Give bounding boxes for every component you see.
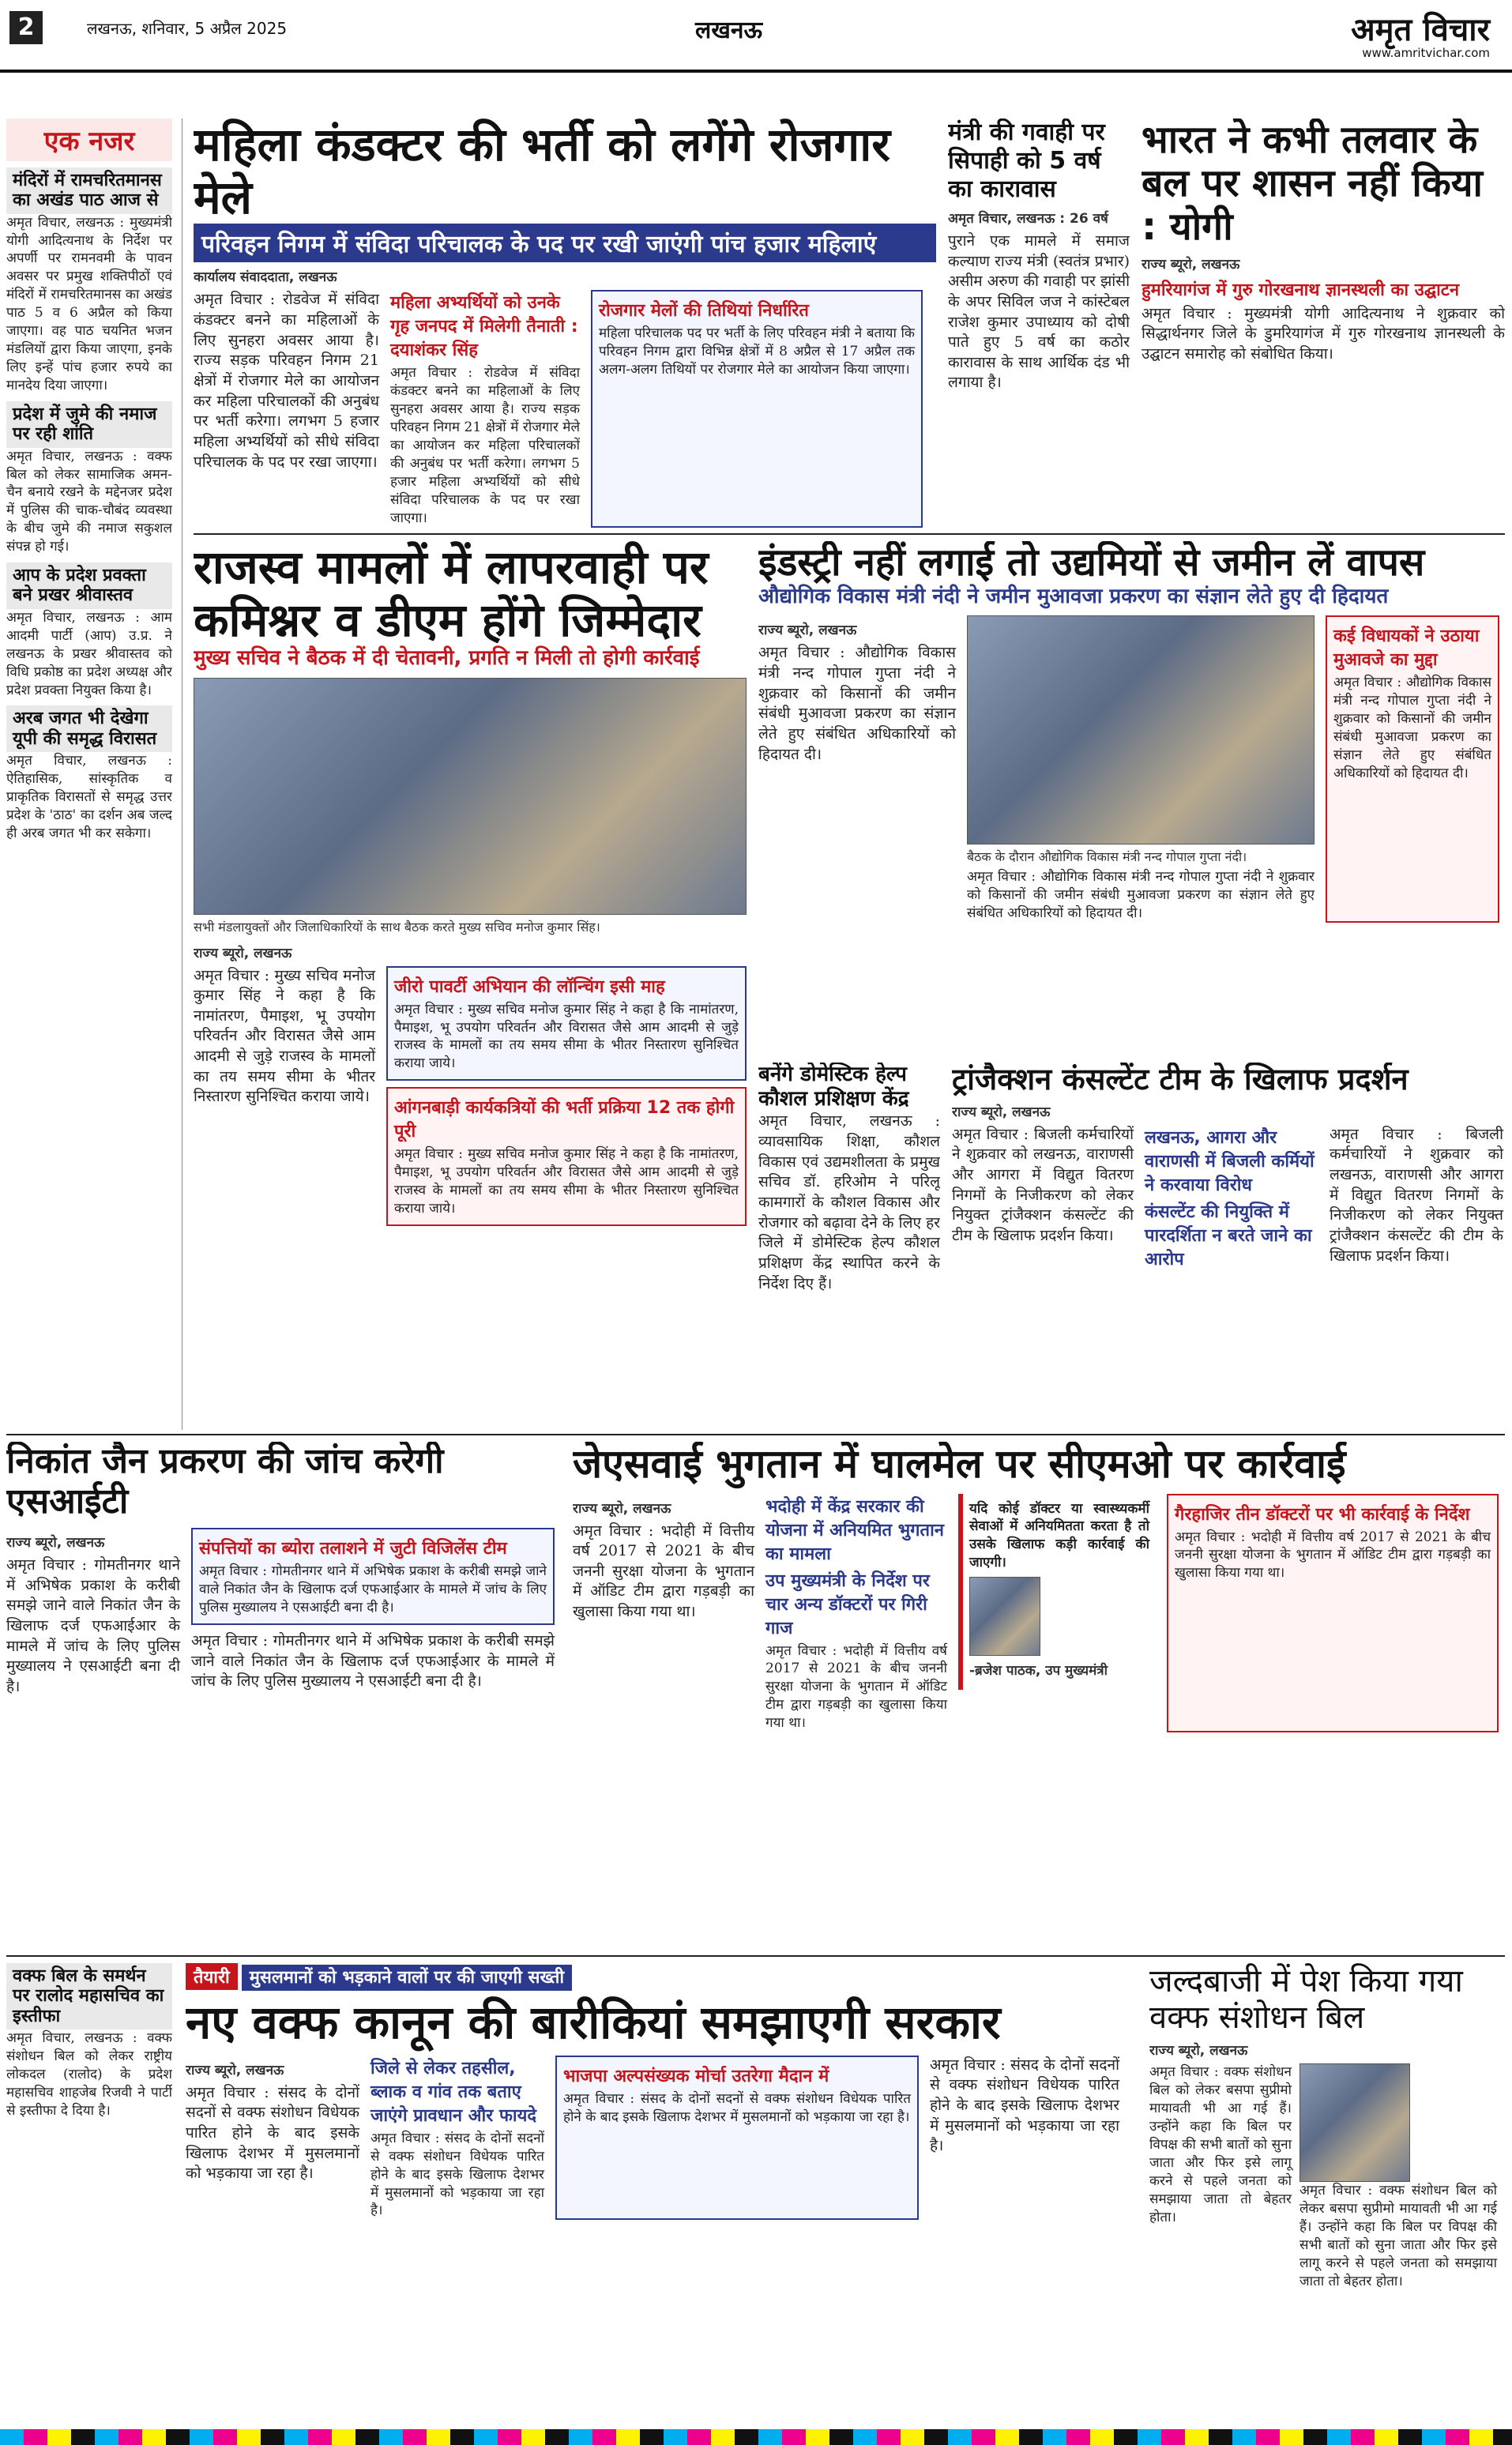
info-box [1167,1494,1499,1733]
story-waqf-law [186,1963,1138,2421]
story-body: अमृत विचार : औद्योगिक विकास मंत्री नन्द गोपाल गुप्ता नंदी ने शुक्रवार को किसानों की जमीन संबंधी मुआवजा प्रकरण का संज्ञान लेते हुए संबंधित अधिकारियों को हिदायत दी। [758,644,956,763]
story-constable-sentence [948,118,1130,529]
sidebar-text: अमृत विचार, लखनऊ : ऐतिहासिक, सांस्कृतिक व प्राकृतिक विरासतों से समृद्ध उत्तर प्रदेश के 'ठाठ' का दर्शन अब जल्द ही अरब जगत भी कर सकेगा। [6,753,172,841]
byline: राज्य ब्यूरो, लखनऊ [758,623,857,639]
header-rule [0,70,1512,73]
info-box [191,1528,555,1625]
headline[interactable]: भारत ने कभी तलवार के बल पर शासन नहीं किया : योगी [1142,118,1483,250]
box-title: महिला अभ्यर्थियों को उनके गृह जनपद में मिलेगी तैनाती : दयाशंकर सिंह [390,293,578,361]
story-mayawati-waqf [1149,1963,1505,2421]
byline: कार्यालय संवाददाता, लखनऊ [194,269,337,286]
story-tag: कंसल्टेंट की नियुक्ति में पारदर्शिता न बरते जाने का आरोप [1145,1202,1312,1270]
box-title: संपत्तियों का ब्योरा तलाशने में जुटी विजिलेंस टीम [199,1539,507,1559]
section-rule [6,1434,1505,1435]
byline: राज्य ब्यूरो, लखनऊ [194,945,292,961]
portrait-photo [1299,2063,1410,2182]
headline[interactable]: बनेंगे डोमेस्टिक हेल्प कौशल प्रशिक्षण केंद्र [758,1063,909,1112]
box-title: गैरहाजिर तीन डॉक्टरों पर भी कार्रवाई के निर्देश [1175,1504,1470,1525]
sidebar-headline[interactable]: अरब जगत भी देखेगा यूपी की समृद्ध विरासत [6,705,172,752]
story-nikant-jain-sit [6,1442,559,1947]
portrait-photo [969,1577,1040,1656]
story-body: अमृत विचार : मुख्य सचिव मनोज कुमार सिंह ने कहा है कि नामांतरण, पैमाइश, भू उपयोग परिवर्तन और विरासत जैसे आम आदमी से जुड़े राजस्व के मामलों का तय समय सीमा के भीतर निस्तारण सुनिश्चित कराया जाये। [194,966,375,1106]
box-body: अमृत विचार : मुख्य सचिव मनोज कुमार सिंह ने कहा है कि नामांतरण, पैमाइश, भू उपयोग परिवर्तन और विरासत जैसे आम आदमी से जुड़े राजस्व के मामलों का तय समय सीमा के भीतर निस्तारण सुनिश्चित कराया जाये। [394,1001,739,1072]
headline[interactable]: इंडस्ट्री नहीं लगाई तो उद्यमियों से जमीन लें वापस [758,541,1425,585]
story-transaction-consultant [952,1063,1505,1426]
story-tag: उप मुख्यमंत्री के निर्देश पर चार अन्य डॉक्टरों पर गिरी गाज [765,1570,930,1638]
story-rld-resignation [6,1963,172,2421]
story-body: अमृत विचार : औद्योगिक विकास मंत्री नन्द गोपाल गुप्ता नंदी ने शुक्रवार को किसानों की जमीन संबंधी मुआवजा प्रकरण का संज्ञान लेते हुए संबंधित अधिकारियों को हिदायत दी। [967,869,1315,922]
story-tag: लखनऊ, आगरा और वाराणसी में बिजली कर्मियों ने करवाया विरोध [1145,1127,1315,1195]
box-title: रोजगार मेलों की तिथियां निर्धारित [599,301,809,322]
box-body: अमृत विचार : गोमतीनगर थाने में अभिषेक प्रकाश के करीबी समझे जाने वाले निकांत जैन के खिलाफ दर्ज एफआईआर के मामले में जांच के लिए पुलिस मुख्यालय ने एसआईटी बना दी है। [199,1563,547,1616]
info-box [591,290,923,527]
story-body: अमृत विचार : गोमतीनगर थाने में अभिषेक प्रकाश के करीबी समझे जाने वाले निकांत जैन के खिलाफ दर्ज एफआईआर के मामले में जांच के लिए पुलिस मुख्यालय ने एसआईटी बना दी है। [191,1632,555,1691]
byline: राज्य ब्यूरो, लखनऊ [186,2062,284,2078]
story-industry-land [758,541,1505,1055]
story-tag: भदोही में केंद्र सरकार की योजना में अनियमित भुगतान का मामला [765,1496,944,1564]
brand-logo: अमृत विचार [1351,11,1490,48]
headline[interactable]: निकांत जैन प्रकरण की जांच करेगी एसआईटी [6,1442,444,1522]
byline: अमृत विचार, लखनऊ : 26 वर्ष [948,211,1108,227]
story-body: अमृत विचार : रोडवेज में संविदा कंडक्टर बनने का महिलाओं के लिए सुनहरा अवसर आया है। राज्य सड़क परिवहन निगम 21 क्षेत्रों में रोजगार मेले का आयोजन कर महिला परिचालकों की अनुबंध पर भर्ती करेगा। लगभग 5 हजार महिला अभ्यर्थियों को सीधे संविदा परिचालक के पद पर रखा जाएगा। [194,291,379,471]
info-box [555,2056,919,2221]
box-title: आंगनबाड़ी कार्यकत्रियों की भर्ती प्रक्रिया 12 तक होगी पूरी [394,1098,735,1142]
color-registration-bar [0,2429,1512,2445]
subheadline: मुख्य सचिव ने बैठक में दी चेतावनी, प्रगति न मिली तो होगी कार्रवाई [194,646,700,671]
info-box [386,966,747,1081]
story-jsy-payment [573,1442,1505,1947]
story-body: अमृत विचार : भदोही में वित्तीय वर्ष 2017 से 2021 के बीच जननी सुरक्षा योजना के भुगतान में ऑडिट टीम द्वारा गड़बड़ी का खुलासा किया गया था। [573,1522,754,1621]
box-title: जीरो पावर्टी अभियान की लॉन्चिंग इसी माह [394,976,665,997]
story-body: अमृत विचार, लखनऊ : व्यावसायिक शिक्षा, कौशल विकास एवं उद्यमशीलता के प्रमुख सचिव डॉ. हरिओम ने परिलू कामगारों के कौशल विकास और रोजगार को बढ़ावा देने के लिए हर जिले में डोमेस्टिक हेल्प कौशल प्रशिक्षण केंद्र स्थापित करने के निर्देश दिए हैं। [758,1112,940,1292]
story-body: अमृत विचार, लखनऊ : वक्फ संशोधन बिल को लेकर राष्ट्रीय लोकदल (रालोद) के प्रदेश महासचिव शाहजेब रिजवी ने पार्टी से इस्तीफा दे दिया है। [6,2029,172,2119]
byline: राज्य ब्यूरो, लखनऊ [1149,2043,1248,2059]
story-revenue-cases [194,541,747,1426]
box-body: महिला परिचालक पद पर भर्ती के लिए परिवहन मंत्री ने बताया कि परिवहन निगम द्वारा विभिन्न क्षेत्रों में 8 अप्रैल से 17 अप्रैल तक अलग-अलग तिथियों पर रोजगार मेले का आयोजन किया जाएगा। [599,325,915,378]
headline[interactable]: वक्फ बिल के समर्थन पर रालोद महासचिव का इस्तीफा [6,1963,172,2029]
sidebar-text: अमृत विचार, लखनऊ : आम आदमी पार्टी (आप) उ.प्र. ने लखनऊ के प्रखर श्रीवास्तव को विधि प्रकोष्ठ का प्रदेश अध्यक्ष और प्रदेश प्रवक्ता नियुक्त किया है। [6,609,172,698]
box-body: अमृत विचार : भदोही में वित्तीय वर्ष 2017 से 2021 के बीच जननी सुरक्षा योजना के भुगतान में ऑडिट टीम द्वारा गड़बड़ी का खुलासा किया गया था। [1175,1529,1491,1582]
box-body: अमृत विचार : मुख्य सचिव मनोज कुमार सिंह ने कहा है कि नामांतरण, पैमाइश, भू उपयोग परिवर्तन और विरासत जैसे आम आदमी से जुड़े राजस्व के मामलों का तय समय सीमा के भीतर निस्तारण सुनिश्चित कराया जाये। [394,1146,739,1217]
subheadline: औद्योगिक विकास मंत्री नंदी ने जमीन मुआवजा प्रकरण का संज्ञान लेते हुए दी हिदायत [758,585,1389,609]
info-box [386,1087,747,1226]
byline: राज्य ब्यूरो, लखनऊ [1142,256,1240,273]
section-rule [194,533,1505,535]
story-domestic-help [758,1063,940,1426]
story-body: अमृत विचार : बिजली कर्मचारियों ने शुक्रवार को लखनऊ, वाराणसी और आगरा में विद्युत वितरण निगमों के निजीकरण को लेकर नियुक्त ट्रांजैक्शन कंसल्टेंट की टीम के खिलाफ प्रदर्शन किया। [952,1125,1134,1244]
story-tag: हुमरियागंज में गुरु गोरखनाथ ज्ञानस्थली का उद्घाटन [1142,280,1460,300]
dateline: लखनऊ, शनिवार, 5 अप्रैल 2025 [87,19,288,38]
subheadline: परिवहन निगम में संविदा परिचालक के पद पर रखी जाएंगी पांच हजार महिलाएं [194,224,936,262]
story-body: अमृत विचार : रोडवेज में संविदा कंडक्टर बनने का महिलाओं के लिए सुनहरा अवसर आया है। राज्य सड़क परिवहन निगम 21 क्षेत्रों में रोजगार मेले का आयोजन कर महिला परिचालकों की अनुबंध पर भर्ती करेगा। लगभग 5 हजार महिला अभ्यर्थियों को सीधे संविदा परिचालक के पद पर रखा जाएगा। [390,365,580,526]
headline[interactable]: ट्रांजैक्शन कंसल्टेंट टीम के खिलाफ प्रदर्शन [952,1063,1409,1096]
sidebar-headline[interactable]: आप के प्रदेश प्रवक्ता बने प्रखर श्रीवास्तव [6,562,172,609]
brand-url[interactable]: www.amritvichar.com [1362,46,1490,60]
box-body: अमृत विचार : औद्योगिक विकास मंत्री नन्द गोपाल गुप्ता नंदी ने शुक्रवार को किसानों की जमीन संबंधी मुआवजा प्रकरण का संज्ञान लेते हुए संबंधित अधिकारियों को हिदायत दी। [1333,675,1491,782]
headline[interactable]: राजस्व मामलों में लापरवाही पर कमिश्नर व डीएम होंगे जिम्मेदार [194,541,709,647]
section-rule [6,1955,1505,1957]
story-body: अमृत विचार : भदोही में वित्तीय वर्ष 2017 से 2021 के बीच जननी सुरक्षा योजना के भुगतान में ऑडिट टीम द्वारा गड़बड़ी का खुलासा किया गया था। [765,1642,947,1732]
minister-meeting-photo [967,615,1315,844]
story-women-conductor [194,118,936,529]
story-body: अमृत विचार : गोमतीनगर थाने में अभिषेक प्रकाश के करीबी समझे जाने वाले निकांत जैन के खिलाफ दर्ज एफआईआर के मामले में जांच के लिए पुलिस मुख्यालय ने एसआईटी बना दी है। [6,1556,180,1696]
byline: राज्य ब्यूरो, लखनऊ [952,1104,1051,1120]
quote-attribution: -ब्रजेश पाठक, उप मुख्यमंत्री [969,1663,1108,1680]
section-city: लखनऊ [695,17,763,44]
quote-text: यदि कोई डॉक्टर या स्वास्थ्यकर्मी सेवाओं में अनियमितता करता है तो उसके खिलाफ कड़ी कार्रवाई की जाएगी। [969,1500,1149,1571]
kicker: तैयारी [186,1963,238,1990]
photo-caption: सभी मंडलायुक्तों और जिलाधिकारियों के साथ बैठक करते मुख्य सचिव मनोज कुमार सिंह। [194,919,600,935]
sidebar-title: एक नजर [6,118,172,161]
story-body: अमृत विचार : संसद के दोनों सदनों से वक्फ संशोधन विधेयक पारित होने के बाद इसके खिलाफ देशभर में मुसलमानों को भड़काया जा रहा है। [370,2130,544,2219]
story-body: पुराने एक मामले में समाज कल्याण राज्य मंत्री (स्वतंत्र प्रभार) असीम अरुण की गवाही पर झांसी के अपर सिविल जज ने कांस्टेबल राजेश कुमार उपाध्याय को दोषी पाते हुए 5 वर्ष का कठोर कारावास के साथ आर्थिक दंड भी लगाया है। [948,232,1130,392]
headline[interactable]: महिला कंडक्टर की भर्ती को लगेंगे रोजगार मेले [194,118,890,224]
side-box [1326,615,1499,923]
story-body: अमृत विचार : संसद के दोनों सदनों से वक्फ संशोधन विधेयक पारित होने के बाद इसके खिलाफ देशभर में मुसलमानों को भड़काया जा रहा है। [930,2056,1119,2155]
box-title: भाजपा अल्पसंख्यक मोर्चा उतरेगा मैदान में [563,2066,829,2086]
story-body: अमृत विचार : वक्फ संशोधन बिल को लेकर बसपा सुप्रीमो मायावती भी आ गई हैं। उन्होंने कहा कि बिल पर विपक्ष की सभी बातों को सुना जाता और फिर इसे लागू करने से पहले जनता को समझाया जाता तो बेहतर होता। [1149,2064,1292,2225]
box-title: कई विधायकों ने उठाया मुआवजे का मुद्दा [1333,626,1480,671]
sidebar [6,118,172,1430]
box-body: अमृत विचार : संसद के दोनों सदनों से वक्फ संशोधन विधेयक पारित होने के बाद इसके खिलाफ देशभर में मुसलमानों को भड़काया जा रहा है। [563,2090,911,2125]
sidebar-headline[interactable]: प्रदेश में जुमे की नमाज पर रही शांति [6,401,172,448]
photo-caption: बैठक के दौरान औद्योगिक विकास मंत्री नन्द गोपाल गुप्ता नंदी। [967,849,1247,865]
sidebar-text: अमृत विचार, लखनऊ : वक्फ बिल को लेकर सामाजिक अमन-चैन बनाये रखने के मद्देनजर प्रदेश में पुलिस की चाक-चौबंद व्यवस्था के बीच जुमे की नमाज सकुशल संपन्न हो गई। [6,448,172,555]
byline: राज्य ब्यूरो, लखनऊ [6,1535,105,1552]
page-number: 2 [9,11,43,44]
byline: राज्य ब्यूरो, लखनऊ [573,1500,671,1517]
story-body: अमृत विचार : वक्फ संशोधन बिल को लेकर बसपा सुप्रीमो मायावती भी आ गई हैं। उन्होंने कहा कि बिल पर विपक्ष की सभी बातों को सुना जाता और फिर इसे लागू करने से पहले जनता को समझाया जाता तो बेहतर होता। [1299,2183,1497,2289]
kicker-secondary: मुसलमानों को भड़काने वालों पर की जाएगी सख्ती [242,1965,572,1991]
sidebar-text: अमृत विचार, लखनऊ : मुख्यमंत्री योगी आदित्यनाथ के निर्देश पर अपर्णी पर रामनवमी के पावन अवसर पर प्रमुख शक्तिपीठों एवं मंदिरों में रामचरितमानस का अखंड पाठ 5 व 6 अप्रैल को किया जाएगा। वह पाठ चयनित भजन मंडलियों द्वारा किया जाएगा, इनके लिए इन्हें पांच हजार रुपये का मानदेय दिया जाएगा। [6,214,172,394]
story-body: अमृत विचार : बिजली कर्मचारियों ने शुक्रवार को लखनऊ, वाराणसी और आगरा में विद्युत वितरण निगमों के निजीकरण को लेकर नियुक्त ट्रांजैक्शन कंसल्टेंट की टीम के खिलाफ प्रदर्शन किया। [1330,1125,1503,1265]
sidebar-headline[interactable]: मंदिरों में रामचरितमानस का अखंड पाठ आज से [6,167,172,214]
story-body: अमृत विचार : संसद के दोनों सदनों से वक्फ संशोधन विधेयक पारित होने के बाद इसके खिलाफ देशभर में मुसलमानों को भड़काया जा रहा है। [186,2083,359,2183]
headline[interactable]: नए वक्फ कानून की बारीकियां समझाएगी सरकार [186,1995,1001,2049]
story-body: अमृत विचार : मुख्यमंत्री योगी आदित्यनाथ ने शुक्रवार को सिद्धार्थनगर जिले के डुमरियागंज में गुरु गोरखनाथ ज्ञानस्थली के उद्घाटन समारोह को संबोधित किया। [1142,304,1505,363]
meeting-photo [194,678,747,915]
headline[interactable]: जेएसवाई भुगतान में घालमेल पर सीएमओ पर कार्रवाई [573,1442,1346,1487]
headline[interactable]: मंत्री की गवाही पर सिपाही को 5 वर्ष का कारावास [948,118,1105,203]
story-yogi-sword [1142,118,1505,529]
headline[interactable]: जल्दबाजी में पेश किया गया वक्फ संशोधन बिल [1149,1963,1463,2036]
quote-box [958,1494,1156,1691]
story-tag: जिले से लेकर तहसील, ब्लाक व गांव तक बताए जाएंगे प्रावधान और फायदे [370,2058,537,2126]
